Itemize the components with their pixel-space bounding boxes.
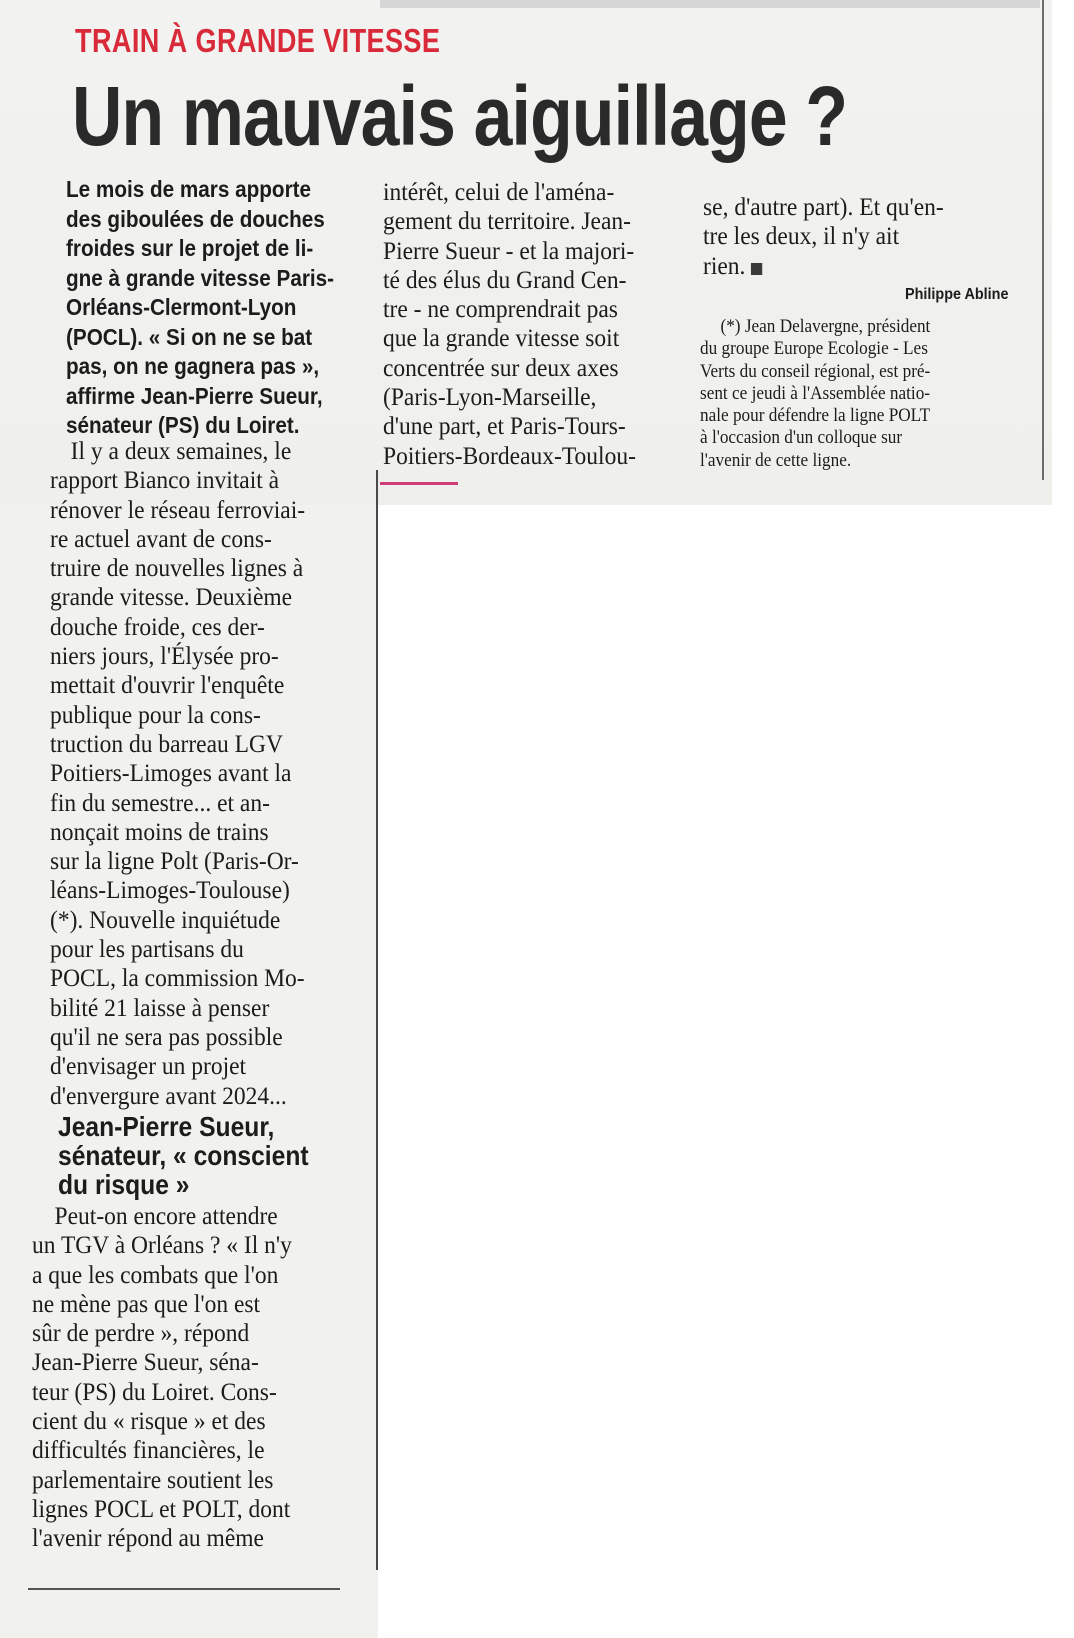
body-line: gement du territoire. Jean-: [383, 208, 631, 236]
body-line: sur la ligne Polt (Paris-Or-: [50, 848, 299, 876]
body-line: a que les combats que l'on: [32, 1261, 279, 1289]
body-line: ne mène pas que l'on est: [32, 1290, 261, 1318]
body-line: Poitiers-Bordeaux-Toulou-: [383, 442, 636, 470]
body-line: truction du barreau LGV: [50, 730, 283, 758]
body-line: bilité 21 laisse à penser: [50, 994, 270, 1022]
article-kicker: TRAIN À GRANDE VITESSE: [75, 22, 441, 59]
body-line-text: rien.: [703, 252, 746, 280]
body-line: re actuel avant de cons-: [50, 525, 272, 553]
footnote-line: nale pour défendre la ligne POLT: [700, 406, 931, 427]
article-body-column-1: [50, 437, 321, 1111]
article-body-column-2: [383, 178, 652, 471]
article-footnote: [700, 316, 948, 472]
body-line: fin du semestre... et an-: [50, 789, 270, 817]
article-body-column-3: [703, 193, 959, 281]
column-rule: [376, 470, 378, 1570]
subhead-line: Jean-Pierre Sueur,: [58, 1111, 275, 1142]
lead-line: (POCL). « Si on ne se bat: [66, 323, 313, 350]
right-column-rule: [1042, 0, 1044, 480]
body-line: Pierre Sueur - et la majori-: [383, 237, 635, 265]
footnote-line: du groupe Europe Ecologie - Les: [700, 339, 928, 360]
body-line: d'envisager un projet: [50, 1053, 247, 1081]
accent-rule: [380, 482, 458, 485]
body-line: publique pour la cons-: [50, 701, 261, 729]
body-line: Peut-on encore attendre: [54, 1203, 278, 1230]
lead-line: sénateur (PS) du Loiret.: [66, 412, 300, 438]
lead-line: Orléans-Clermont-Lyon: [66, 294, 297, 320]
article-body-column-1b: [32, 1202, 308, 1554]
lead-line: froides sur le projet de li-: [66, 235, 314, 261]
body-line: tre - ne comprendrait pas: [383, 296, 618, 324]
body-line: (Paris-Lyon-Marseille,: [383, 384, 597, 412]
body-line: se, d'autre part). Et qu'en-: [703, 194, 944, 221]
article-author: Philippe Abline: [905, 286, 1009, 303]
footnote-line: (*) Jean Delavergne, président: [720, 317, 931, 337]
article-subhead: [58, 1112, 309, 1199]
body-line: cient du « risque » et des: [32, 1408, 266, 1436]
lead-line: des giboulées de douches: [66, 205, 325, 232]
footnote-line: Verts du conseil régional, est pré-: [700, 361, 931, 382]
body-line: Il y a deux semaines, le: [70, 438, 292, 465]
lead-line: affirme Jean-Pierre Sueur,: [66, 382, 323, 409]
body-line: Poitiers-Limoges avant la: [50, 760, 292, 788]
footnote-line: à l'occasion d'un colloque sur: [700, 428, 903, 449]
body-line-last: [703, 252, 944, 281]
body-line: intérêt, celui de l'aména-: [383, 179, 615, 206]
footnote-line: sent ce jeudi à l'Assemblée natio-: [700, 383, 931, 404]
body-line: lignes POCL et POLT, dont: [32, 1495, 291, 1523]
lead-line: gne à grande vitesse Paris-: [66, 264, 335, 291]
body-line: parlementaire soutient les: [32, 1466, 274, 1494]
body-line: un TGV à Orléans ? « Il n'y: [32, 1232, 292, 1260]
body-line: Jean-Pierre Sueur, séna-: [32, 1349, 259, 1377]
body-line: (*). Nouvelle inquiétude: [50, 906, 281, 934]
body-line: qu'il ne sera pas possible: [50, 1023, 283, 1051]
subhead-line: sénateur, « conscient: [58, 1140, 309, 1171]
lead-line: Le mois de mars apporte: [66, 176, 312, 202]
body-line: té des élus du Grand Cen-: [383, 266, 627, 294]
body-line: POCL, la commission Mo-: [50, 965, 305, 993]
body-line: douche froide, ces der-: [50, 613, 265, 641]
body-line: d'envergure avant 2024...: [50, 1082, 287, 1110]
bottom-rule: [28, 1588, 340, 1590]
body-line: niers jours, l'Élysée pro-: [50, 643, 279, 671]
footnote-line: l'avenir de cette ligne.: [700, 450, 852, 471]
body-line: rapport Bianco invitait à: [50, 467, 280, 495]
body-line: concentrée sur deux axes: [383, 354, 619, 382]
body-line: pour les partisans du: [50, 936, 244, 964]
lead-line: pas, on ne gagnera pas »,: [66, 353, 320, 379]
body-line: nonçait moins de trains: [50, 818, 269, 846]
body-line: rénover le réseau ferroviai-: [50, 496, 306, 524]
body-line: l'avenir répond au même: [32, 1525, 264, 1553]
body-line: d'une part, et Paris-Tours-: [383, 413, 626, 441]
body-line: tre les deux, il n'y ait: [703, 223, 900, 251]
body-line: teur (PS) du Loiret. Cons-: [32, 1378, 277, 1406]
article-lead: [66, 175, 364, 441]
body-line: difficultés financières, le: [32, 1437, 265, 1465]
body-line: grande vitesse. Deuxième: [50, 584, 293, 612]
body-line: mettait d'ouvrir l'enquête: [50, 672, 285, 700]
body-line: sûr de perdre », répond: [32, 1320, 250, 1348]
end-mark-icon: [751, 263, 762, 275]
body-line: truire de nouvelles lignes à: [50, 555, 304, 583]
subhead-line: du risque »: [58, 1169, 190, 1200]
body-line: léans-Limoges-Toulouse): [50, 877, 290, 905]
scan-top-edge: [380, 0, 1040, 8]
article-headline: Un mauvais aiguillage ?: [72, 69, 848, 163]
body-line: que la grande vitesse soit: [383, 325, 620, 353]
